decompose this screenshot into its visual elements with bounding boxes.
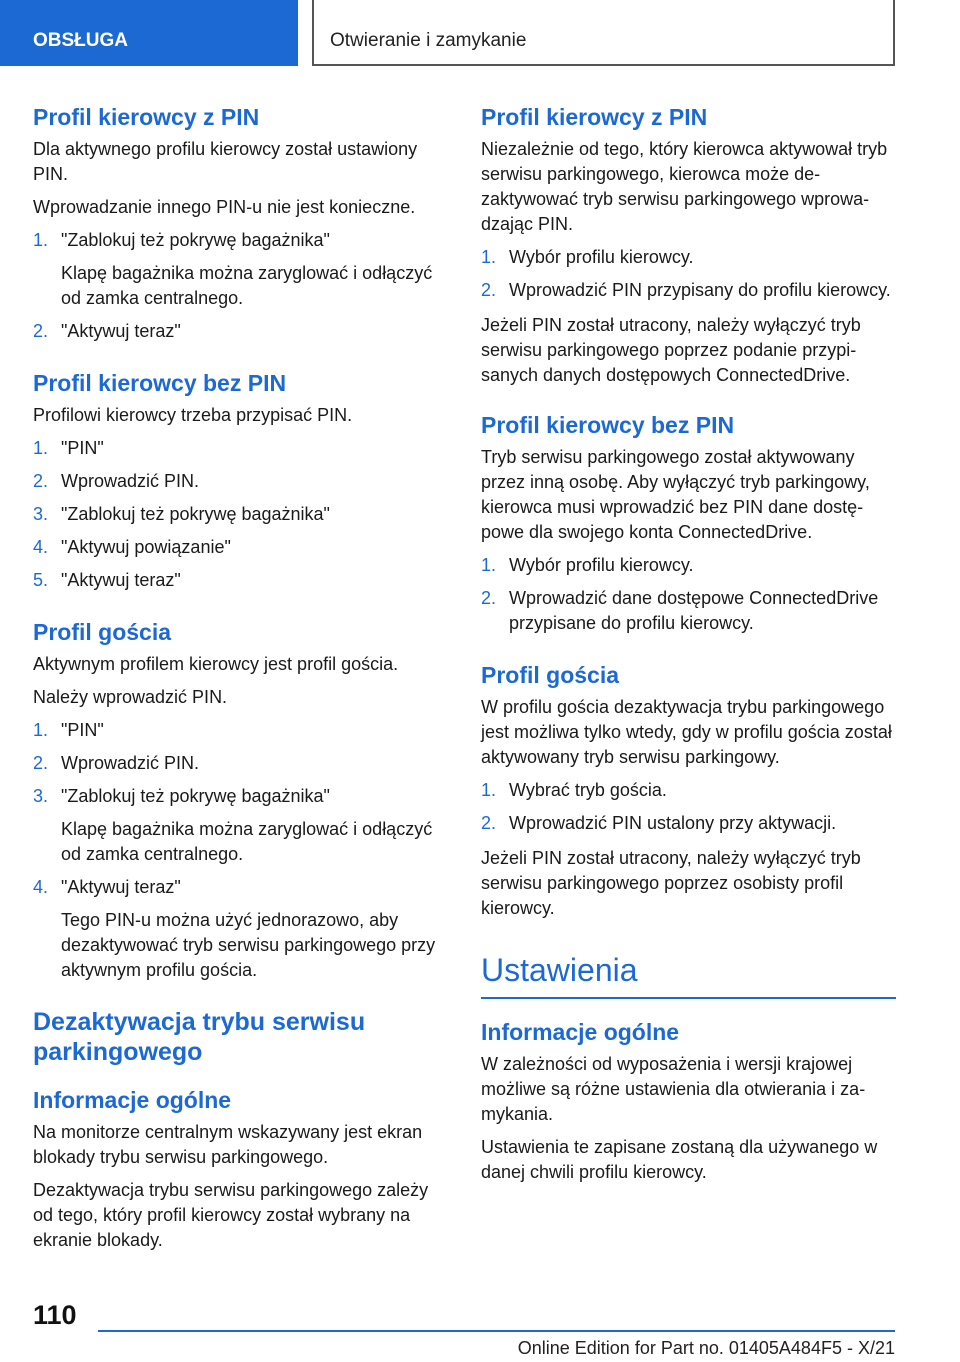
steps-list — [481, 553, 896, 636]
step-number: 1. — [33, 720, 49, 740]
paragraph: Należy wprowadzić PIN. — [33, 687, 228, 707]
step-text: Wybrać tryb gościa. — [509, 780, 667, 800]
heading-general-info: Informacje ogólne — [33, 1087, 232, 1113]
paragraph: Na monitorze centralnym wskazywany jest ekran blokady trybu serwisu parkingowego. — [33, 1122, 423, 1167]
step-text: Wprowadzić PIN. — [61, 753, 200, 773]
paragraph: Tryb serwisu parkingowego został aktywowany przez inną osobę. Aby wyłączyć tryb parkingowy, kierowca musi wprowadzić bez PIN dane dostępowe dla swojego konta ConnectedDrive. — [481, 447, 870, 542]
step-text: "Zablokuj też pokrywę bagażnika" — [61, 230, 330, 250]
page-number: 110 — [33, 1300, 77, 1330]
list-item — [481, 278, 896, 303]
list-item — [481, 811, 896, 836]
list-item — [33, 718, 453, 743]
paragraph: W profilu gościa dezaktywacja trybu parkingowego jest możliwa tylko wtedy, gdy w profilu gościa został aktywowany tryb serwisu parkingowy. — [481, 697, 892, 767]
step-number: 5. — [33, 570, 49, 590]
step-number: 2. — [481, 588, 497, 608]
heading-deactivation: Dezaktywacja trybu serwisu parkingowego — [33, 1008, 366, 1066]
steps-list — [33, 436, 453, 593]
right-column — [481, 102, 896, 1193]
heading-settings: Ustawienia — [481, 951, 896, 999]
list-item — [33, 228, 453, 311]
list-item — [33, 875, 453, 983]
step-text: "Aktywuj teraz" — [61, 877, 181, 897]
heading-no-pin-profile: Profil kierowcy bez PIN — [33, 370, 287, 396]
step-note: Klapę bagażnika można zaryglować i odłączyć od zamka centralnego. — [61, 819, 433, 864]
step-text: "Aktywuj teraz" — [61, 321, 181, 341]
step-number: 3. — [33, 786, 49, 806]
edition-note: Online Edition for Part no. 01405A484F5 - X/21 — [517, 1338, 895, 1358]
paragraph: Wprowadzanie innego PIN-u nie jest konieczne. — [33, 197, 416, 217]
step-text: "Zablokuj też pokrywę bagażnika" — [61, 504, 330, 524]
paragraph: Ustawienia te zapisane zostaną dla używanego w danej chwili profilu kierowcy. — [481, 1137, 878, 1182]
step-number: 1. — [481, 247, 497, 267]
paragraph: Jeżeli PIN został utracony, należy wyłączyć tryb serwisu parkingowego poprzez podanie przypisanych danych dostępowych ConnectedDrive. — [481, 315, 861, 385]
paragraph: Dla aktywnego profilu kierowcy został ustawiony PIN. — [33, 139, 418, 184]
step-text: Wprowadzić PIN ustalony przy aktywacji. — [509, 813, 837, 833]
steps-list — [481, 245, 896, 303]
list-item — [481, 778, 896, 803]
steps-list — [481, 778, 896, 836]
step-number: 2. — [481, 280, 497, 300]
step-text: Wybór profilu kierowcy. — [509, 247, 694, 267]
steps-list — [33, 228, 453, 344]
heading-no-pin-profile: Profil kierowcy bez PIN — [481, 412, 735, 438]
paragraph: Jeżeli PIN został utracony, należy wyłączyć tryb serwisu parkingowego poprzez osobisty profil kierowcy. — [481, 848, 861, 918]
step-number: 2. — [33, 753, 49, 773]
step-text: Wprowadzić PIN. — [61, 471, 200, 491]
list-item — [33, 469, 453, 494]
paragraph: Dezaktywacja trybu serwisu parkingowego zależy od tego, który profil kierowcy został wybrany na ekranie blokady. — [33, 1180, 429, 1250]
step-number: 1. — [33, 438, 49, 458]
list-item — [33, 319, 453, 344]
step-number: 3. — [33, 504, 49, 524]
step-text: Wybór profilu kierowcy. — [509, 555, 694, 575]
list-item — [33, 535, 453, 560]
list-item — [33, 436, 453, 461]
list-item — [33, 784, 453, 867]
heading-guest-profile: Profil gościa — [33, 619, 172, 645]
step-number: 2. — [33, 471, 49, 491]
list-item — [33, 568, 453, 593]
list-item — [33, 502, 453, 527]
step-number: 1. — [33, 230, 49, 250]
footer-divider — [98, 1330, 895, 1332]
step-note: Tego PIN-u można użyć jednorazowo, aby dezaktywować tryb serwisu parkingowego przy aktywnym profilu gościa. — [61, 910, 436, 980]
left-column — [33, 102, 453, 1261]
step-text: "Zablokuj też pokrywę bagażnika" — [61, 786, 330, 806]
list-item — [33, 751, 453, 776]
step-number: 4. — [33, 537, 49, 557]
step-number: 2. — [33, 321, 49, 341]
step-number: 1. — [481, 555, 497, 575]
page-header — [0, 0, 960, 66]
heading-pin-profile: Profil kierowcy z PIN — [481, 104, 708, 130]
list-item — [481, 553, 896, 578]
step-text: "Aktywuj powiązanie" — [61, 537, 231, 557]
step-text: "PIN" — [61, 438, 104, 458]
section-tab: OBSŁUGA — [0, 0, 298, 66]
step-text: Wprowadzić PIN przypisany do profilu kierowcy. — [509, 280, 891, 300]
list-item — [481, 245, 896, 270]
paragraph: Niezależnie od tego, który kierowca aktywował tryb serwisu parkingowego, kierowca może dezaktywować tryb serwisu parkingowego wprowadzając PIN. — [481, 139, 888, 234]
step-number: 1. — [481, 780, 497, 800]
step-text: Wprowadzić dane dostępowe ConnectedDrive przypisane do profilu kierowcy. — [509, 588, 879, 633]
paragraph: Profilowi kierowcy trzeba przypisać PIN. — [33, 405, 353, 425]
step-text: "Aktywuj teraz" — [61, 570, 181, 590]
chapter-title: Otwieranie i zamykanie — [312, 0, 895, 66]
list-item — [481, 586, 896, 636]
step-text: "PIN" — [61, 720, 104, 740]
step-note: Klapę bagażnika można zaryglować i odłączyć od zamka centralnego. — [61, 263, 433, 308]
paragraph: W zależności od wyposażenia i wersji krajowej możliwe są różne ustawienia dla otwierania i zamykania. — [481, 1054, 866, 1124]
heading-guest-profile: Profil gościa — [481, 662, 620, 688]
steps-list — [33, 718, 453, 983]
heading-pin-profile: Profil kierowcy z PIN — [33, 104, 260, 130]
step-number: 4. — [33, 877, 49, 897]
paragraph: Aktywnym profilem kierowcy jest profil gościa. — [33, 654, 399, 674]
heading-general-info: Informacje ogólne — [481, 1019, 680, 1045]
step-number: 2. — [481, 813, 497, 833]
